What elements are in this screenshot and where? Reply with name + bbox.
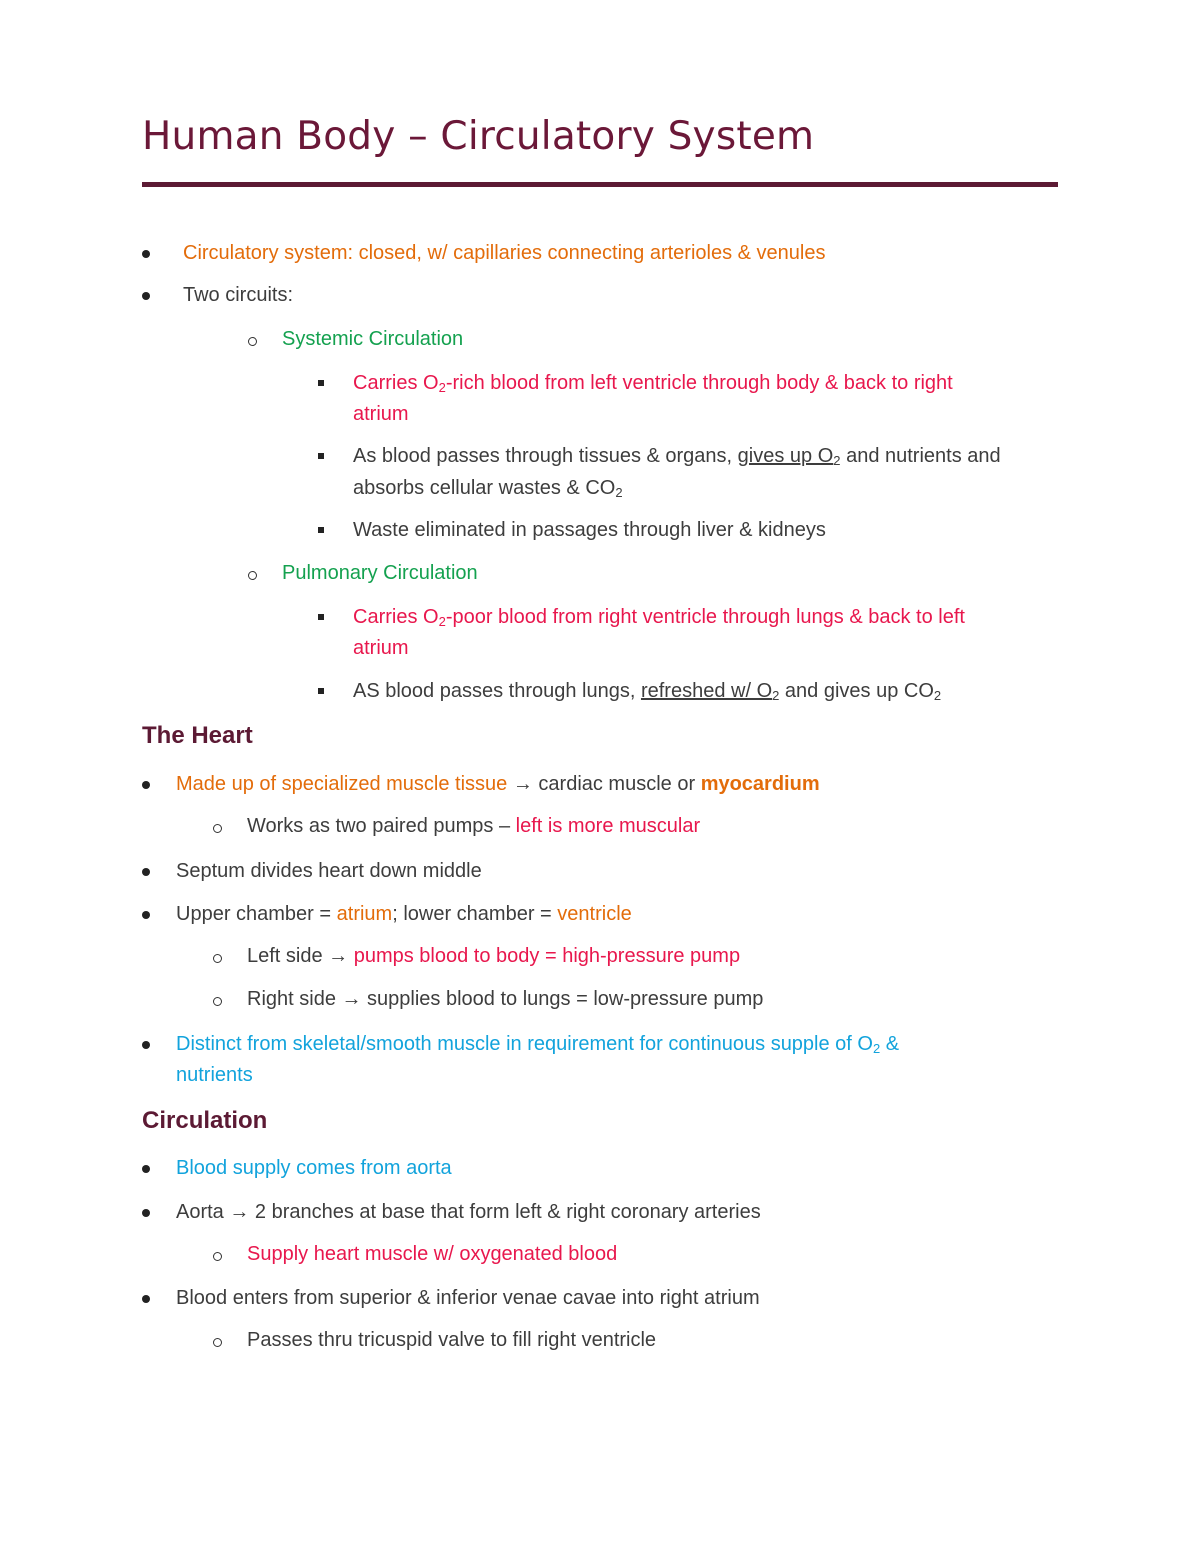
list-item: Blood enters from superior & inferior venae cavae into right atrium bbox=[176, 1287, 760, 1309]
bullet-square bbox=[318, 527, 324, 533]
bullet-square bbox=[318, 453, 324, 459]
list-item: Blood supply comes from aorta bbox=[176, 1157, 452, 1179]
list-item-continued: atrium bbox=[353, 637, 409, 659]
sublist-item: Passes thru tricuspid valve to fill right ventricle bbox=[247, 1329, 657, 1351]
list-item: Septum divides heart down middle bbox=[176, 860, 482, 882]
bullet-dot bbox=[142, 1165, 150, 1173]
list-item: Two circuits: bbox=[183, 284, 294, 306]
bullet-dot bbox=[142, 250, 150, 258]
bullet-dot bbox=[142, 781, 150, 789]
list-item: As blood passes through tissues & organs, gives up $O_2$ and nutrients and bbox=[353, 445, 1001, 468]
bullet-dot bbox=[142, 911, 150, 919]
bullet-circle bbox=[213, 954, 222, 963]
list-item: Carries $O_2$-rich blood from left ventricle through body & back to right bbox=[353, 372, 953, 395]
list-item-continued: atrium bbox=[353, 403, 409, 425]
bullet-dot bbox=[142, 1295, 150, 1303]
list-item: Waste eliminated in passages through liver & kidneys bbox=[353, 519, 826, 541]
list-item: Distinct from skeletal/smooth muscle in requirement for continuous supple of $O_2$ & bbox=[176, 1033, 900, 1056]
list-item-continued: absorbs cellular wastes & $CO_2$ bbox=[353, 477, 623, 500]
title-rule bbox=[142, 182, 1058, 187]
bullet-dot bbox=[142, 1041, 150, 1049]
bullet-circle bbox=[213, 997, 222, 1006]
sublist-item: Supply heart muscle w/ oxygenated blood bbox=[247, 1243, 618, 1265]
list-item: Carries $O_2$-poor blood from right ventricle through lungs & back to left bbox=[353, 606, 965, 629]
page-title: Human Body – Circulatory System bbox=[142, 114, 815, 159]
section-heading: The Heart bbox=[142, 722, 253, 749]
bullet-circle bbox=[213, 1252, 222, 1261]
list-item-continued: nutrients bbox=[176, 1064, 253, 1086]
list-item: Circulatory system: closed, w/ capillaries connecting arterioles & venules bbox=[183, 242, 826, 264]
list-item: Upper chamber = atrium; lower chamber = ventricle bbox=[176, 903, 632, 925]
section-heading: Circulation bbox=[142, 1107, 268, 1134]
list-item: AS blood passes through lungs, refreshed w/ $O_2$ and gives up $CO_2$ bbox=[353, 680, 942, 703]
list-item: Aorta → 2 branches at base that form left & right coronary arteries bbox=[176, 1201, 761, 1223]
bullet-circle bbox=[248, 337, 257, 346]
sublist-item: Works as two paired pumps – left is more muscular bbox=[247, 815, 701, 837]
bullet-dot bbox=[142, 1209, 150, 1217]
sublist-item: Pulmonary Circulation bbox=[282, 562, 478, 584]
bullet-square bbox=[318, 614, 324, 620]
bullet-square bbox=[318, 380, 324, 386]
bullet-circle bbox=[213, 824, 222, 833]
bullet-square bbox=[318, 688, 324, 694]
list-item: Made up of specialized muscle tissue → cardiac muscle or myocardium bbox=[176, 773, 820, 795]
bullet-dot bbox=[142, 292, 150, 300]
sublist-item: Systemic Circulation bbox=[282, 328, 464, 350]
bullet-circle bbox=[213, 1338, 222, 1347]
sublist-item: Left side → pumps blood to body = high-pressure pump bbox=[247, 945, 741, 967]
sublist-item: Right side → supplies blood to lungs = low-pressure pump bbox=[247, 988, 764, 1010]
bullet-dot bbox=[142, 868, 150, 876]
bullet-circle bbox=[248, 571, 257, 580]
